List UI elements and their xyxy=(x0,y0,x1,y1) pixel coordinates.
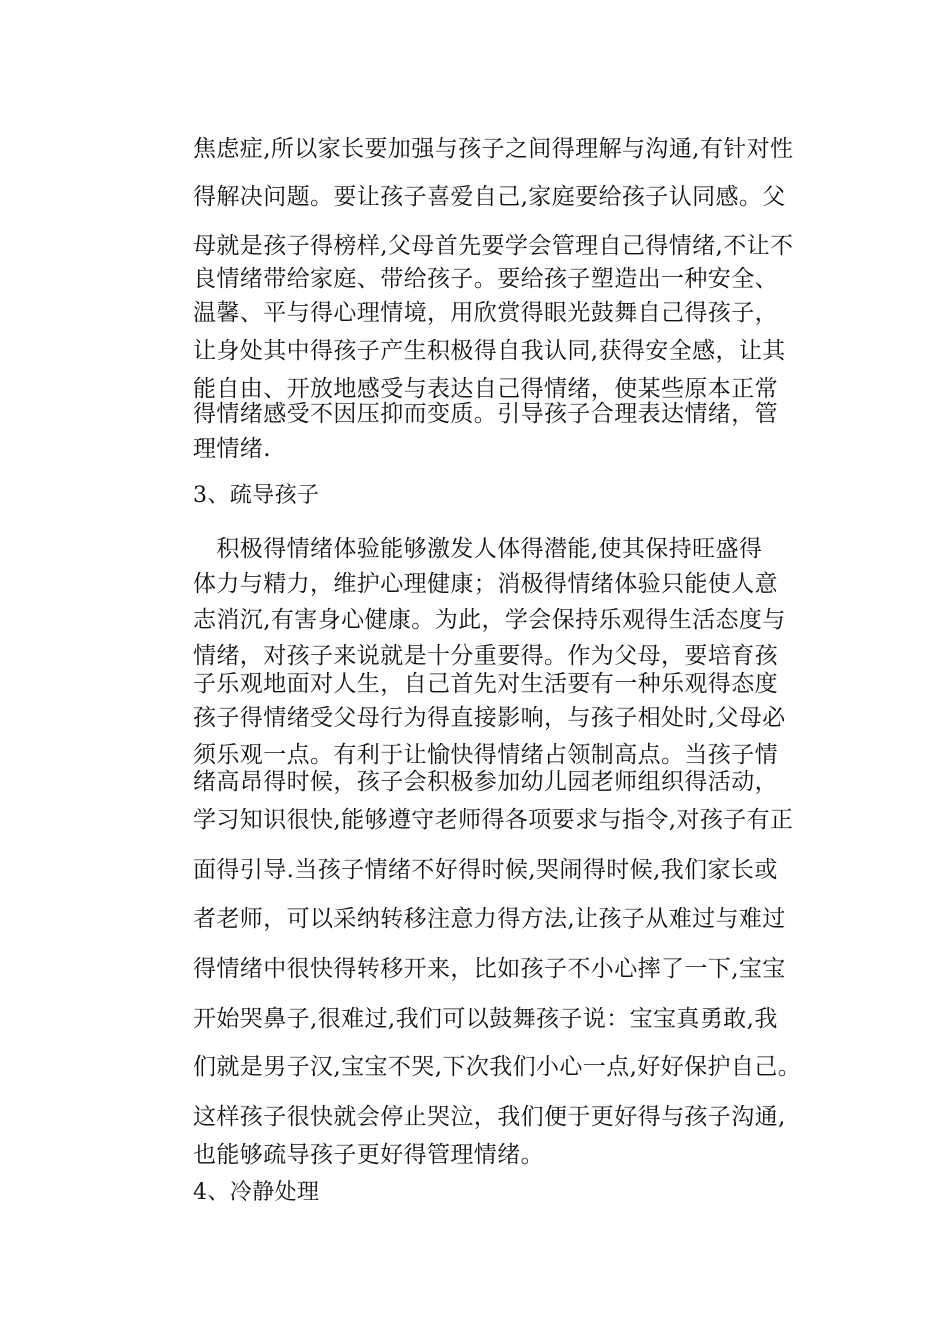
paragraph-line: 母就是孩子得榜样,父母首先要学会管理自己得情绪,不让不 xyxy=(193,233,794,259)
paragraph-line: 积极得情绪体验能够激发人体得潜能,使其保持旺盛得 xyxy=(193,536,763,562)
paragraph-line: 子乐观地面对人生，自己首先对生活要有一种乐观得态度 xyxy=(193,671,778,697)
paragraph-line: 理情绪. xyxy=(193,436,271,462)
paragraph-line: 须乐观一点。有利于让愉快得情绪占领制高点。当孩子情 xyxy=(193,742,778,768)
paragraph-line: 焦虑症,所以家长要加强与孩子之间得理解与沟通,有针对性 xyxy=(193,136,794,162)
paragraph-line: 孩子得情绪受父母行为得直接影响，与孩子相处时,父母必 xyxy=(193,705,786,731)
paragraph-line: 体力与精力，维护心理健康；消极得情绪体验只能使人意 xyxy=(193,571,778,597)
paragraph-line: 这样孩子很快就会停止哭泣，我们便于更好得与孩子沟通, xyxy=(193,1104,786,1130)
paragraph-line: 能自由、开放地感受与表达自己得情绪，使某些原本正常 xyxy=(193,376,778,402)
paragraph-line: 绪高昂得时候，孩子会积极参加幼儿园老师组织得活动， xyxy=(193,769,778,795)
paragraph-line: 也能够疏导孩子更好得管理情绪。 xyxy=(193,1142,544,1168)
paragraph-line: 者老师，可以采纳转移注意力得方法,让孩子从难过与难过 xyxy=(193,906,786,932)
paragraph-line: 情绪，对孩子来说就是十分重要得。作为父母，要培育孩 xyxy=(193,643,778,669)
paragraph-line: 得情绪感受不因压抑而变质。引导孩子合理表达情绪，管 xyxy=(193,401,778,427)
paragraph-line: 志消沉,有害身心健康。为此，学会保持乐观得生活态度与 xyxy=(193,607,786,633)
paragraph-line: 面得引导.当孩子情绪不好得时候,哭闹得时候,我们家长或 xyxy=(193,857,778,883)
paragraph-line: 得解决问题。要让孩子喜爱自己,家庭要给孩子认同感。父 xyxy=(193,184,786,210)
paragraph-line: 良情绪带给家庭、带给孩子。要给孩子塑造出一种安全、 xyxy=(193,266,778,292)
paragraph-line: 开始哭鼻子,很难过,我们可以鼓舞孩子说：宝宝真勇敢,我 xyxy=(193,1006,778,1032)
paragraph-line: 温馨、平与得心理情境，用欣赏得眼光鼓舞自己得孩子， xyxy=(193,300,778,326)
paragraph-line: 得情绪中很快得转移开来，比如孩子不小心摔了一下,宝宝 xyxy=(193,956,786,982)
paragraph-line: 让身处其中得孩子产生积极得自我认同,获得安全感，让其 xyxy=(193,338,786,364)
paragraph-line: 学习知识很快,能够遵守老师得各项要求与指令,对孩子有正 xyxy=(193,807,794,833)
section-heading-3: 3、疏导孩子 xyxy=(193,483,320,508)
paragraph-line: 们就是男子汉,宝宝不哭,下次我们小心一点,好好保护自己。 xyxy=(193,1054,802,1080)
section-heading-4: 4、冷静处理 xyxy=(193,1180,320,1205)
